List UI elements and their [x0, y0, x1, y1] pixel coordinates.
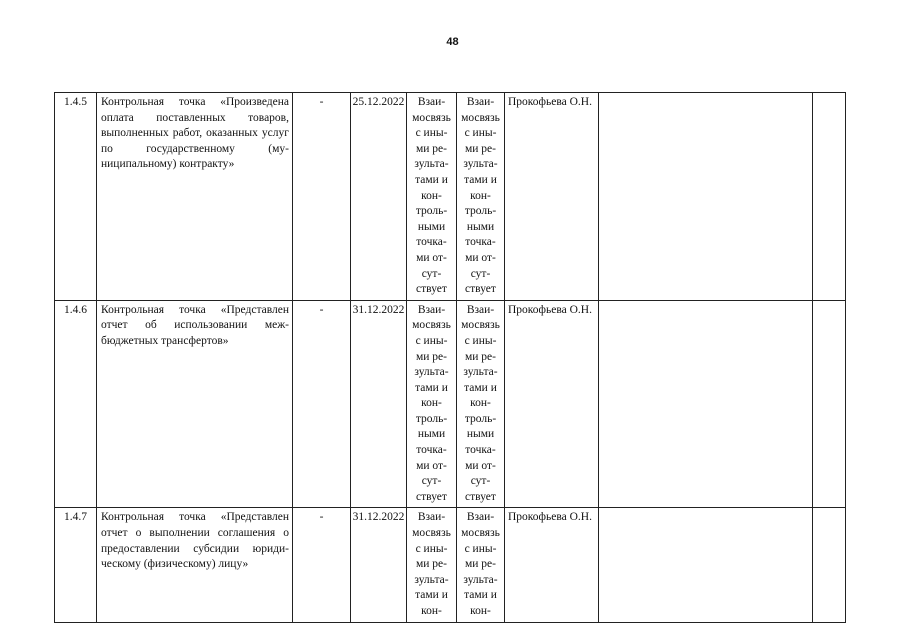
- row-empty-cell-last: [813, 508, 846, 622]
- relation-line: Взаи-: [417, 511, 446, 524]
- relation-line: троль-: [464, 205, 497, 218]
- page-number: 48: [446, 36, 459, 48]
- relation-line: с ины-: [415, 127, 448, 140]
- relation-line: ствует: [465, 283, 496, 296]
- row-relation-predecessor: [407, 300, 457, 508]
- row-date: 31.12.2022: [351, 508, 407, 622]
- row-description: Контрольная точка «Представлен отчет об использовании меж-бюджетных трансфертов»: [97, 300, 293, 508]
- relation-line: кон-: [470, 605, 491, 617]
- table-row: [55, 93, 846, 301]
- control-points-table: [54, 92, 846, 623]
- relation-line: сут-: [421, 267, 442, 280]
- row-number: 1.4.6: [55, 300, 97, 508]
- relation-line: тами и: [415, 589, 448, 602]
- relation-line: ми ре-: [465, 350, 496, 363]
- relation-line: зульта-: [414, 573, 449, 586]
- row-number: 1.4.7: [55, 508, 97, 622]
- relation-line: зульта-: [463, 573, 498, 586]
- row-empty-cell: [599, 93, 813, 301]
- row-date: 25.12.2022: [351, 93, 407, 301]
- relation-line: ными: [466, 428, 495, 441]
- relation-line: тами и: [415, 381, 448, 394]
- relation-line: точка-: [416, 236, 447, 249]
- relation-line: ми от-: [416, 459, 447, 472]
- row-date: 31.12.2022: [351, 300, 407, 508]
- relation-line: сут-: [421, 475, 442, 488]
- relation-line: Взаи-: [466, 96, 495, 108]
- row-description: Контрольная точка «Представлен отчет о выполнении соглашения о предоставлении субсидии юриди-ческому (физическому) лицу»: [97, 508, 293, 622]
- row-empty-cell: [599, 300, 813, 508]
- relation-line: тами и: [464, 381, 497, 394]
- relation-line: точка-: [465, 444, 496, 457]
- relation-line: ми ре-: [416, 142, 447, 155]
- row-responsible: Прокофьева О.Н.: [505, 508, 599, 622]
- relation-line: с ины-: [415, 542, 448, 555]
- row-relation-predecessor: [407, 93, 457, 301]
- relation-line: кон-: [421, 605, 442, 617]
- relation-line: ми ре-: [465, 142, 496, 155]
- relation-line: с ины-: [464, 127, 497, 140]
- relation-line: тами и: [464, 589, 497, 602]
- row-responsible: Прокофьева О.Н.: [505, 300, 599, 508]
- relation-line: ми от-: [416, 251, 447, 264]
- relation-line: мосвязь: [412, 111, 451, 124]
- row-relation-predecessor: [407, 508, 457, 622]
- relation-line: Взаи-: [417, 96, 446, 108]
- relation-line: Взаи-: [417, 303, 446, 316]
- relation-line: сут-: [470, 475, 491, 488]
- relation-line: ми ре-: [416, 558, 447, 571]
- relation-line: ми ре-: [465, 558, 496, 571]
- relation-line: с ины-: [415, 334, 448, 347]
- row-empty-cell-last: [813, 300, 846, 508]
- row-empty-cell-last: [813, 93, 846, 301]
- relation-line: Взаи-: [466, 511, 495, 524]
- relation-line: ными: [417, 428, 446, 441]
- relation-line: с ины-: [464, 334, 497, 347]
- relation-line: ми от-: [465, 459, 496, 472]
- row-description: Контрольная точка «Произведена оплата поставленных товаров, выполненных работ, оказанных услуг по государственному (му-ниципальному) контракту»: [97, 93, 293, 301]
- relation-line: сут-: [470, 267, 491, 280]
- relation-line: ными: [417, 220, 446, 233]
- relation-line: кон-: [421, 189, 442, 202]
- row-dash: -: [293, 300, 351, 508]
- relation-line: мосвязь: [461, 319, 500, 332]
- relation-line: Взаи-: [466, 303, 495, 316]
- relation-line: кон-: [421, 397, 442, 410]
- table-row: [55, 508, 846, 622]
- relation-line: ствует: [416, 283, 447, 296]
- relation-line: троль-: [464, 412, 497, 425]
- relation-line: зульта-: [463, 158, 498, 171]
- relation-line: мосвязь: [461, 527, 500, 540]
- relation-line: точка-: [416, 444, 447, 457]
- relation-line: ми от-: [465, 251, 496, 264]
- relation-line: ствует: [416, 490, 447, 503]
- relation-line: зульта-: [414, 366, 449, 379]
- relation-line: точка-: [465, 236, 496, 249]
- row-responsible: Прокофьева О.Н.: [505, 93, 599, 301]
- relation-line: ми ре-: [416, 350, 447, 363]
- row-relation-successor: [457, 300, 505, 508]
- relation-line: зульта-: [414, 158, 449, 171]
- row-dash: -: [293, 93, 351, 301]
- relation-line: ными: [466, 220, 495, 233]
- relation-line: тами и: [415, 173, 448, 186]
- relation-line: троль-: [415, 205, 448, 218]
- row-number: 1.4.5: [55, 93, 97, 301]
- relation-line: ствует: [465, 490, 496, 503]
- relation-line: с ины-: [464, 542, 497, 555]
- relation-line: зульта-: [463, 366, 498, 379]
- row-dash: -: [293, 508, 351, 622]
- relation-line: кон-: [470, 397, 491, 410]
- row-empty-cell: [599, 508, 813, 622]
- relation-line: мосвязь: [461, 111, 500, 124]
- relation-line: кон-: [470, 189, 491, 202]
- relation-line: тами и: [464, 173, 497, 186]
- table-row: [55, 300, 846, 508]
- row-relation-successor: [457, 93, 505, 301]
- relation-line: мосвязь: [412, 527, 451, 540]
- relation-line: мосвязь: [412, 319, 451, 332]
- row-relation-successor: [457, 508, 505, 622]
- relation-line: троль-: [415, 412, 448, 425]
